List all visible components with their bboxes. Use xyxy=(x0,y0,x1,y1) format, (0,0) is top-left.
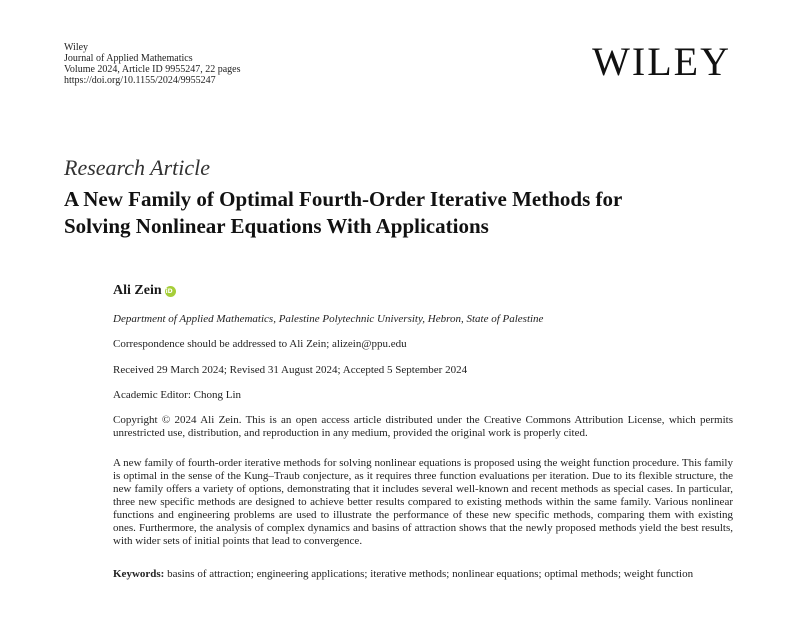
journal-name: Journal of Applied Mathematics xyxy=(64,53,193,64)
keywords-list: basins of attraction; engineering applications; iterative methods; nonlinear equations; optimal methods; weight function xyxy=(167,568,694,580)
doi-link[interactable]: https://doi.org/10.1155/2024/9955247 xyxy=(64,75,216,86)
title-line-2: Solving Nonlinear Equations With Applications xyxy=(64,214,489,238)
keywords-label: Keywords: xyxy=(113,568,165,580)
orcid-icon[interactable] xyxy=(165,286,176,297)
volume-info: Volume 2024, Article ID 9955247, 22 pages xyxy=(64,64,241,75)
article-dates: Received 29 March 2024; Revised 31 August 2024; Accepted 5 September 2024 xyxy=(113,364,468,376)
author-name[interactable]: Ali Zein xyxy=(113,283,162,298)
title-line-1: A New Family of Optimal Fourth-Order Iterative Methods for xyxy=(64,187,623,211)
copyright-notice: Copyright © 2024 Ali Zein. This is an open access article distributed under the Creative Commons Attribution License, which permits unrestricted use, distribution, and reproduction in any medium, provided the original work is properly cited. xyxy=(113,414,733,439)
author xyxy=(113,283,176,299)
article-title xyxy=(64,186,744,240)
abstract: A new family of fourth-order iterative methods for solving nonlinear equations is proposed using the weight function procedure. This family is optimal in the sense of the Kung–Traub conjecture, as it requires three function evaluations per iteration. Due to its flexible structure, the new family offers a variety of options, demonstrating that it includes several well-known and recent methods as special cases. In particular, three new specific methods are designed to achieve better results compared to existing methods within the same family. Various nonlinear functions and engineering problems are used to illustrate the performance of these new specific methods, comparing them with existing ones. Furthermore, the analysis of complex dynamics and basins of attraction shows that the newly proposed methods yield the best results, with wider sets of initial points that lead to convergence. xyxy=(113,457,733,547)
correspondence: Correspondence should be addressed to Ali Zein; alizein@ppu.edu xyxy=(113,338,407,350)
article-type: Research Article xyxy=(64,155,211,180)
journal-meta xyxy=(64,42,240,86)
academic-editor: Academic Editor: Chong Lin xyxy=(113,389,241,401)
wiley-logo[interactable]: WILEY xyxy=(592,39,731,84)
keywords xyxy=(113,568,733,581)
publisher-name: Wiley xyxy=(64,42,89,53)
affiliation: Department of Applied Mathematics, Palestine Polytechnic University, Hebron, State of Palestine xyxy=(113,313,544,325)
